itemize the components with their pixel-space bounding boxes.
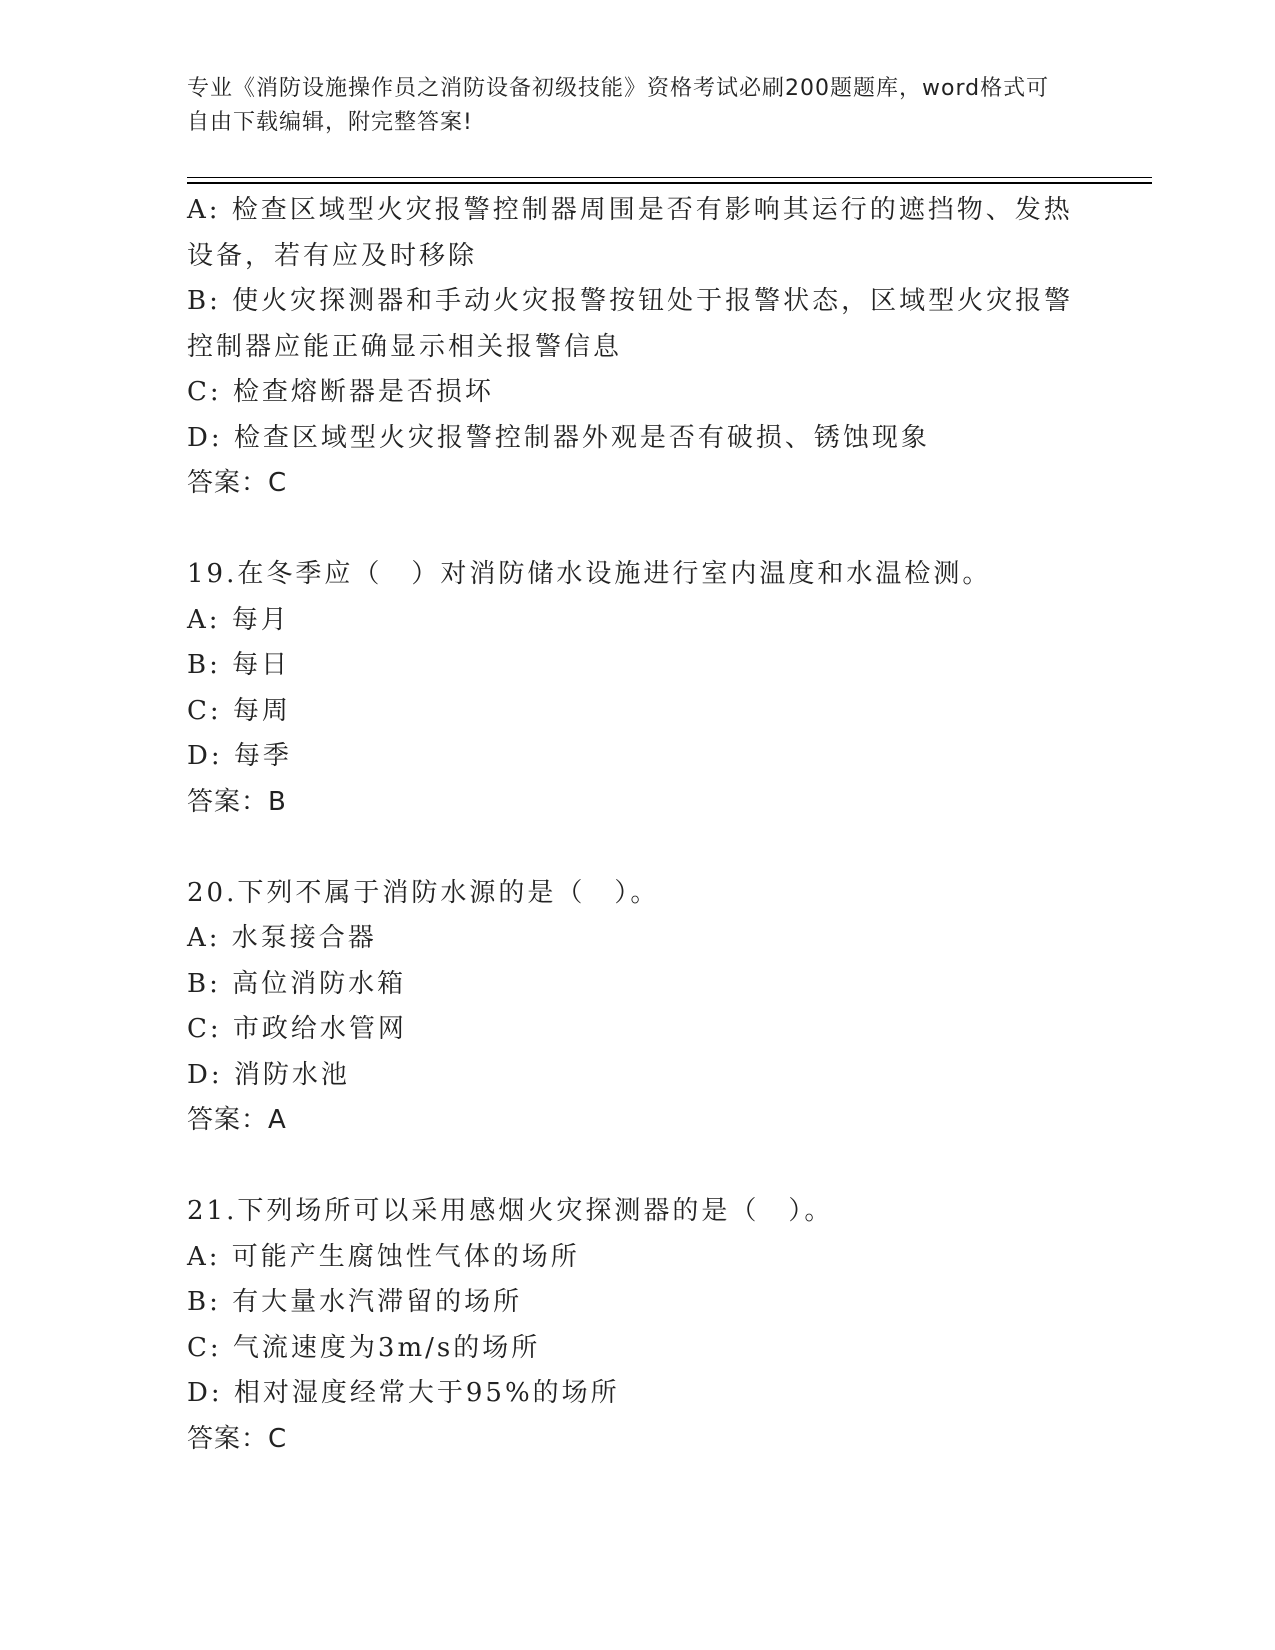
spacer — [187, 825, 1087, 871]
answer: 答案：C — [187, 468, 288, 498]
option-a: A: 可能产生腐蚀性气体的场所 — [187, 1241, 580, 1272]
question-19 — [187, 552, 1087, 825]
document-header: 专业《消防设施操作员之消防设备初级技能》资格考试必刷200题题库，word格式可自由下载编辑，附完整答案! — [187, 76, 1050, 135]
option-c: C: 每周 — [187, 695, 291, 726]
option-a: A: 水泵接合器 — [187, 923, 377, 953]
question-stem: 21.下列场所可以采用感烟火灾探测器的是（ ）。 — [187, 1196, 834, 1226]
option-b: B: 有大量水汽滞留的场所 — [187, 1287, 523, 1317]
option-d: D: 相对湿度经常大于95%的场所 — [187, 1378, 620, 1408]
option-b: B: 每日 — [187, 650, 291, 680]
question-18 — [187, 188, 1087, 507]
option-d: D: 检查区域型火灾报警控制器外观是否有破损、锈蚀现象 — [187, 422, 930, 453]
spacer — [187, 1144, 1087, 1190]
option-b: B: 使火灾探测器和手动火灾报警按钮处于报警状态，区域型火灾报警控制器应能正确显示相关报警信息 — [187, 286, 1074, 362]
option-c: C: 市政给水管网 — [187, 1014, 407, 1044]
question-list — [187, 188, 1087, 1462]
option-c: C: 气流速度为3m/s的场所 — [187, 1332, 541, 1363]
option-b: B: 高位消防水箱 — [187, 968, 407, 999]
question-stem: 20.下列不属于消防水源的是（ ）。 — [187, 877, 660, 908]
answer: 答案：B — [187, 786, 287, 817]
option-a: A: 每月 — [187, 604, 290, 635]
header-rule-thick — [187, 182, 1152, 184]
question-20 — [187, 871, 1087, 1144]
question-stem: 19.在冬季应（ ）对消防储水设施进行室内温度和水温检测。 — [187, 559, 992, 589]
spacer — [187, 507, 1087, 553]
option-c: C: 检查熔断器是否损坏 — [187, 377, 494, 407]
option-d: D: 每季 — [187, 741, 292, 771]
option-d: D: 消防水池 — [187, 1059, 350, 1090]
option-a: A: 检查区域型火灾报警控制器周围是否有影响其运行的遮挡物、发热设备，若有应及时移除 — [187, 195, 1073, 271]
answer: 答案：A — [187, 1105, 287, 1135]
header-rule-thin — [187, 177, 1152, 178]
question-21 — [187, 1189, 1087, 1462]
answer: 答案：C — [187, 1423, 288, 1454]
